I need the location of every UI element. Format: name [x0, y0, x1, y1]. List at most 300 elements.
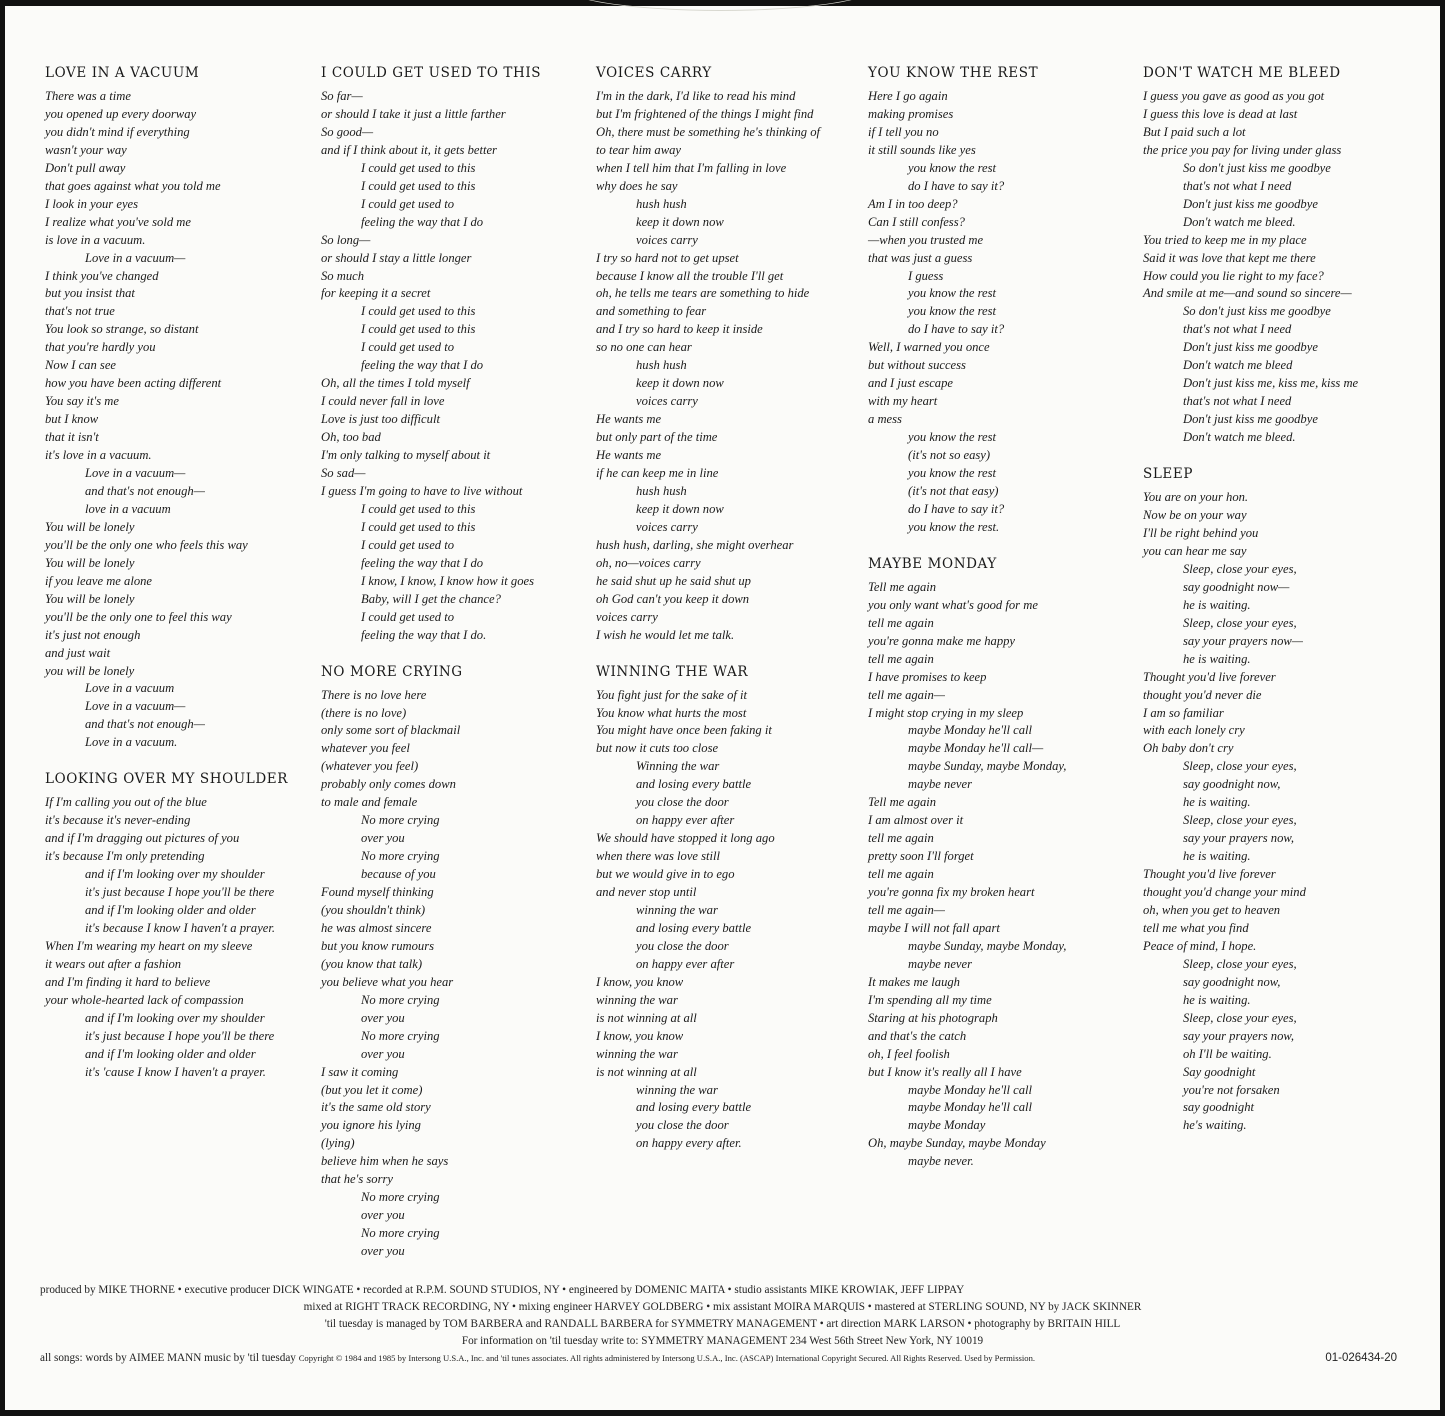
- lyric-line: it's because I know I haven't a prayer.: [85, 920, 276, 935]
- lyric-line: maybe Monday he'll call: [908, 723, 1033, 738]
- lyric-line: keep it down now: [636, 214, 724, 229]
- lyric-line: over you: [361, 1208, 405, 1223]
- lyric-line: Love in a vacuum: [85, 681, 175, 696]
- lyric-line: So don't just kiss me goodbye: [1183, 160, 1331, 175]
- lyric-line: voices carry: [636, 519, 698, 534]
- lyric-line: I could get used to: [361, 196, 455, 211]
- lyric-line: Baby, will I get the chance?: [361, 591, 501, 606]
- lyric-line: You tried to keep me in my place: [1143, 232, 1307, 247]
- lyric-line: I could get used to this: [361, 519, 476, 534]
- lyric-line: maybe Monday he'll call—: [908, 741, 1044, 756]
- lyric-line: he is waiting.: [1183, 992, 1251, 1007]
- song-title: I COULD GET USED TO THIS: [321, 65, 542, 81]
- lyric-line: if I tell you no: [868, 124, 939, 139]
- scan-edge-left: [0, 0, 5, 1416]
- lyric-line: Don't just kiss me goodbye: [1183, 412, 1318, 427]
- lyric-line: and losing every battle: [636, 920, 752, 935]
- song-block: [1143, 64, 1415, 447]
- lyric-line: you're gonna make me happy: [868, 633, 1016, 648]
- lyric-line: he is waiting.: [1183, 651, 1251, 666]
- lyric-line: but only part of the time: [596, 430, 718, 445]
- lyric-line: Am I in too deep?: [868, 196, 958, 211]
- lyric-line: feeling the way that I do.: [361, 627, 487, 642]
- lyric-line: Don't just kiss me, kiss me, kiss me: [1183, 376, 1359, 391]
- lyric-line: I guess you gave as good as you got: [1143, 89, 1325, 103]
- lyric-line: you didn't mind if everything: [45, 124, 190, 139]
- lyric-line: You look so strange, so distant: [45, 322, 199, 337]
- credits-mixing: mixed at RIGHT TRACK RECORDING, NY • mixing engineer HARVEY GOLDBERG • mix assistant MOIRA MARQUIS • mastered at STERLING SOUND, NY by JACK SKINNER: [303, 1301, 1142, 1313]
- lyric-line: No more crying: [361, 849, 440, 864]
- lyric-line: Don't just kiss me goodbye: [1183, 340, 1318, 355]
- lyric-line: wasn't your way: [45, 142, 127, 157]
- credits-production: produced by MIKE THORNE • executive producer DICK WINGATE • recorded at R.P.M. SOUND STUDIOS, NY • engineered by DOMENIC MAITA • studio assistants MIKE KROWIAK, JEFF LIPPAY: [40, 1284, 965, 1296]
- lyric-line: it's love in a vacuum.: [45, 448, 152, 463]
- lyric-line: maybe never: [908, 956, 972, 971]
- lyric-line: Sleep, close your eyes,: [1183, 615, 1297, 630]
- lyric-line: and that's the catch: [868, 1028, 967, 1043]
- lyric-line: over you: [361, 831, 405, 846]
- lyric-line: No more crying: [361, 813, 440, 828]
- lyric-line: You will be lonely: [45, 555, 135, 570]
- lyric-line: I could get used to this: [361, 304, 476, 319]
- lyric-line: hush hush, darling, she might overhear: [596, 537, 794, 552]
- song-title: VOICES CARRY: [596, 65, 712, 81]
- lyric-line: is love in a vacuum.: [45, 232, 146, 247]
- song-block: [868, 64, 1140, 537]
- lyric-line: you ignore his lying: [321, 1118, 421, 1133]
- lyric-line: tell me what you find: [1143, 920, 1249, 935]
- lyric-line: and losing every battle: [636, 1100, 752, 1115]
- lyric-line: I could never fall in love: [321, 394, 445, 409]
- lyrics-column-5: [1143, 64, 1415, 1153]
- lyric-line: you'll be the only one who feels this way: [45, 537, 248, 552]
- lyric-line: You are on your hon.: [1143, 490, 1249, 505]
- lyric-line: that's not what I need: [1183, 178, 1292, 193]
- lyric-line: over you: [361, 1046, 405, 1061]
- lyric-line: but you know rumours: [321, 938, 434, 953]
- lyric-line: Tell me again: [868, 795, 937, 810]
- song-title: DON'T WATCH ME BLEED: [1143, 65, 1341, 81]
- lyric-line: winning the war: [596, 1046, 678, 1061]
- lyric-line: oh, he tells me tears are something to hide: [596, 286, 810, 301]
- lyric-line: you will be lonely: [45, 663, 135, 678]
- lyric-line: and that's not enough—: [85, 483, 205, 498]
- lyric-line: (there is no love): [321, 705, 407, 720]
- lyric-line: because of you: [361, 867, 436, 882]
- lyric-line: He wants me: [596, 448, 662, 463]
- lyric-line: oh, I feel foolish: [868, 1046, 950, 1061]
- lyric-line: say goodnight now—: [1183, 579, 1290, 594]
- lyric-line: whatever you feel: [321, 741, 410, 756]
- lyric-line: Oh baby don't cry: [1143, 741, 1234, 756]
- song-block: [45, 64, 317, 752]
- lyric-line: Said it was love that kept me there: [1143, 250, 1316, 265]
- lyric-line: Sleep, close your eyes,: [1183, 1010, 1297, 1025]
- lyric-line: maybe Monday he'll call: [908, 1082, 1033, 1097]
- lyric-line: and if I'm looking older and older: [85, 902, 256, 917]
- lyric-line: voices carry: [636, 394, 698, 409]
- lyric-line: you're gonna fix my broken heart: [868, 885, 1035, 900]
- lyric-line: thought you'd change your mind: [1143, 885, 1306, 900]
- catalog-number: 01-026434-20: [1325, 1352, 1397, 1364]
- lyric-line: There is no love here: [321, 687, 427, 702]
- lyric-line: you know the rest: [908, 430, 997, 445]
- lyric-line: Love in a vacuum—: [85, 466, 186, 481]
- song-title: LOVE IN A VACUUM: [45, 65, 200, 81]
- credits-block: [40, 1282, 1405, 1367]
- lyric-line: it's the same old story: [321, 1100, 431, 1115]
- lyric-line: I think you've changed: [45, 268, 159, 283]
- lyric-line: say your prayers now—: [1183, 633, 1303, 648]
- lyrics-column-2: [321, 64, 593, 1279]
- lyric-line: and never stop until: [596, 885, 697, 900]
- lyric-line: I have promises to keep: [868, 669, 987, 684]
- lyric-line: and if I'm looking over my shoulder: [85, 867, 265, 882]
- lyric-line: maybe Monday: [908, 1118, 986, 1133]
- lyric-line: Love in a vacuum.: [85, 735, 178, 750]
- lyric-line: Oh, there must be something he's thinking of: [596, 124, 820, 139]
- lyric-line: voices carry: [636, 232, 698, 247]
- lyric-line: How could you lie right to my face?: [1143, 268, 1324, 283]
- lyric-line: he's waiting.: [1183, 1118, 1247, 1133]
- lyric-line: it's just because I hope you'll be there: [85, 885, 275, 900]
- lyric-line: you close the door: [636, 938, 729, 953]
- song-title: SLEEP: [1143, 466, 1194, 483]
- lyric-line: Sleep, close your eyes,: [1183, 956, 1297, 971]
- lyric-line: Winning the war: [636, 759, 720, 774]
- lyric-line: Can I still confess?: [868, 214, 965, 229]
- lyric-line: and that's not enough—: [85, 717, 205, 732]
- lyric-line: So long—: [321, 232, 371, 247]
- lyric-line: Don't watch me bleed.: [1183, 214, 1296, 229]
- lyric-line: tell me again: [868, 867, 934, 882]
- lyric-line: that's not true: [45, 304, 115, 319]
- lyric-line: He wants me: [596, 412, 662, 427]
- lyric-line: Tell me again: [868, 579, 937, 594]
- lyric-line: that you're hardly you: [45, 340, 156, 355]
- lyric-line: keep it down now: [636, 376, 724, 391]
- lyric-line: that's not what I need: [1183, 394, 1292, 409]
- lyric-line: You know what hurts the most: [596, 705, 747, 720]
- lyric-line: (it's not that easy): [908, 483, 999, 498]
- lyric-line: You might have once been faking it: [596, 723, 772, 738]
- lyric-line: maybe Sunday, maybe Monday,: [908, 938, 1067, 953]
- lyric-line: because I know all the trouble I'll get: [596, 268, 784, 283]
- lyric-line: I'm in the dark, I'd like to read his mind: [596, 89, 796, 103]
- lyric-line: tell me again—: [868, 687, 945, 702]
- lyric-line: Sleep, close your eyes,: [1183, 813, 1297, 828]
- lyric-line: Found myself thinking: [321, 885, 434, 900]
- lyric-line: love in a vacuum: [85, 501, 171, 516]
- lyric-line: it's just because I hope you'll be there: [85, 1028, 275, 1043]
- lyric-line: so no one can hear: [596, 340, 692, 355]
- song-title: YOU KNOW THE REST: [868, 65, 1039, 81]
- lyric-line: No more crying: [361, 992, 440, 1007]
- song-block: [868, 555, 1140, 1171]
- lyric-line: do I have to say it?: [908, 322, 1005, 337]
- lyric-line: Staring at his photograph: [868, 1010, 998, 1025]
- lyric-line: say your prayers now,: [1183, 831, 1295, 846]
- lyric-line: (lying): [321, 1136, 355, 1151]
- lyric-line: thought you'd never die: [1143, 687, 1262, 702]
- lyric-line: Love in a vacuum—: [85, 250, 186, 265]
- lyric-line: maybe never.: [908, 1154, 974, 1169]
- lyric-line: it's because it's never-ending: [45, 813, 191, 828]
- lyric-line: But I paid such a lot: [1143, 124, 1246, 139]
- lyric-line: and if I'm looking older and older: [85, 1046, 256, 1061]
- lyric-line: and I'm finding it hard to believe: [45, 974, 211, 989]
- lyric-line: I'm spending all my time: [868, 992, 992, 1007]
- lyric-line: Thought you'd live forever: [1143, 867, 1276, 882]
- lyric-line: Don't pull away: [45, 160, 126, 175]
- lyric-line: We should have stopped it long ago: [596, 831, 775, 846]
- lyric-line: and losing every battle: [636, 777, 752, 792]
- lyric-line: maybe Sunday, maybe Monday,: [908, 759, 1067, 774]
- lyric-line: I could get used to this: [361, 178, 476, 193]
- lyric-line: winning the war: [636, 1082, 718, 1097]
- lyric-line: Now I can see: [45, 358, 116, 373]
- lyric-line: pretty soon I'll forget: [868, 849, 974, 864]
- lyric-line: If I'm calling you out of the blue: [45, 795, 207, 810]
- lyric-line: I am so familiar: [1143, 705, 1224, 720]
- lyric-line: (you shouldn't think): [321, 902, 426, 917]
- lyric-line: (it's not so easy): [908, 448, 991, 463]
- lyric-line: Don't watch me bleed: [1183, 358, 1293, 373]
- lyric-line: No more crying: [361, 1028, 440, 1043]
- lyric-line: tell me again: [868, 615, 934, 630]
- lyric-line: I'm only talking to myself about it: [321, 448, 491, 463]
- lyric-line: but we would give in to ego: [596, 867, 735, 882]
- lyric-line: I could get used to this: [361, 160, 476, 175]
- lyric-line: and if I'm looking over my shoulder: [85, 1010, 265, 1025]
- lyric-line: Love is just too difficult: [321, 412, 440, 427]
- lyric-line: (whatever you feel): [321, 759, 419, 774]
- lyric-line: you only want what's good for me: [868, 597, 1038, 612]
- lyric-line: when there was love still: [596, 849, 721, 864]
- lyrics-column-3: [596, 64, 868, 1171]
- lyric-line: feeling the way that I do: [361, 358, 484, 373]
- lyric-line: I could get used to: [361, 537, 455, 552]
- lyric-line: Say goodnight: [1183, 1064, 1256, 1079]
- song-block: [596, 64, 868, 645]
- lyric-line: only some sort of blackmail: [321, 723, 461, 738]
- lyric-line: winning the war: [636, 902, 718, 917]
- lyric-line: voices carry: [596, 609, 658, 624]
- lyric-line: if you leave me alone: [45, 573, 153, 588]
- lyric-line: You will be lonely: [45, 591, 135, 606]
- lyric-line: tell me again: [868, 831, 934, 846]
- lyric-line: oh I'll be waiting.: [1183, 1046, 1272, 1061]
- lyric-line: is not winning at all: [596, 1010, 697, 1025]
- lyric-line: maybe Monday he'll call: [908, 1100, 1033, 1115]
- lyric-line: that goes against what you told me: [45, 178, 221, 193]
- lyric-line: I'll be right behind you: [1143, 525, 1259, 540]
- lyric-line: So don't just kiss me goodbye: [1183, 304, 1331, 319]
- lyric-line: I could get used to this: [361, 501, 476, 516]
- lyric-line: and if I think about it, it gets better: [321, 142, 497, 157]
- lyric-line: if he can keep me in line: [596, 466, 719, 481]
- lyrics-column-4: [868, 64, 1140, 1189]
- lyric-line: You say it's me: [45, 394, 119, 409]
- lyric-line: that it isn't: [45, 430, 99, 445]
- lyric-line: Sleep, close your eyes,: [1183, 759, 1297, 774]
- lyric-line: I could get used to this: [361, 322, 476, 337]
- lyric-line: but I know: [45, 412, 99, 427]
- lyric-line: So good—: [321, 124, 374, 139]
- lyric-line: when I tell him that I'm falling in love: [596, 160, 787, 175]
- lyric-line: you close the door: [636, 795, 729, 810]
- song-block: [45, 770, 317, 1081]
- lyric-line: and something to fear: [596, 304, 707, 319]
- lyric-line: You fight just for the sake of it: [596, 687, 748, 702]
- lyric-line: I guess this love is dead at last: [1143, 106, 1298, 121]
- lyric-line: Oh, all the times I told myself: [321, 376, 470, 391]
- lyric-line: do I have to say it?: [908, 178, 1005, 193]
- lyric-line: I am almost over it: [868, 813, 964, 828]
- lyric-line: but I know it's really all I have: [868, 1064, 1022, 1079]
- lyric-line: on happy every after.: [636, 1136, 742, 1151]
- song-title: LOOKING OVER MY SHOULDER: [45, 771, 288, 788]
- lyric-line: the price you pay for living under glass: [1143, 142, 1342, 157]
- lyric-line: Oh, maybe Sunday, maybe Monday: [868, 1136, 1046, 1151]
- lyric-line: it's 'cause I know I haven't a prayer.: [85, 1064, 266, 1079]
- lyric-line: with my heart: [868, 394, 938, 409]
- lyric-line: I might stop crying in my sleep: [868, 705, 1024, 720]
- lyric-line: —when you trusted me: [868, 232, 984, 247]
- lyric-line: say goodnight now,: [1183, 974, 1281, 989]
- lyric-line: making promises: [868, 106, 954, 121]
- lyric-line: (but you let it come): [321, 1082, 423, 1097]
- lyric-line: that he's sorry: [321, 1172, 393, 1187]
- lyric-line: say goodnight: [1183, 1100, 1255, 1115]
- lyric-line: So far—: [321, 89, 363, 103]
- lyric-line: probably only comes down: [321, 777, 456, 792]
- lyric-line: and if I'm dragging out pictures of you: [45, 831, 240, 846]
- lyric-line: feeling the way that I do: [361, 555, 484, 570]
- lyric-line: Peace of mind, I hope.: [1143, 938, 1257, 953]
- lyric-line: believe him when he says: [321, 1154, 449, 1169]
- credits-songwriters: all songs: words by AIMEE MANN music by 'til tuesday: [40, 1352, 296, 1364]
- lyric-line: that's not what I need: [1183, 322, 1292, 337]
- lyric-line: hush hush: [636, 358, 687, 373]
- lyric-line: maybe I will not fall apart: [868, 920, 1000, 935]
- song-title: NO MORE CRYING: [321, 663, 463, 680]
- lyric-line: say goodnight now,: [1183, 777, 1281, 792]
- lyric-line: tell me again: [868, 651, 934, 666]
- lyric-line: oh, no—voices carry: [596, 555, 701, 570]
- lyric-line: to tear him away: [596, 142, 682, 157]
- lyric-line: It makes me laugh: [868, 974, 960, 989]
- lyric-line: you close the door: [636, 1118, 729, 1133]
- lyric-line: I could get used to: [361, 340, 455, 355]
- lyric-line: how you have been acting different: [45, 376, 222, 391]
- lyric-line: Now be on your way: [1143, 508, 1247, 523]
- lyric-line: but now it cuts too close: [596, 741, 719, 756]
- lyric-line: I try so hard not to get upset: [596, 250, 739, 265]
- lyric-line: he was almost sincere: [321, 920, 432, 935]
- song-block: [321, 663, 593, 1262]
- lyric-line: keep it down now: [636, 501, 724, 516]
- lyric-line: You will be lonely: [45, 519, 135, 534]
- lyric-line: or should I stay a little longer: [321, 250, 472, 265]
- lyric-line: or should I take it just a little farther: [321, 106, 506, 121]
- lyric-line: on happy ever after: [636, 956, 735, 971]
- lyric-line: you know the rest.: [908, 519, 1000, 534]
- lyric-line: Well, I warned you once: [868, 340, 990, 355]
- lyric-line: Love in a vacuum—: [85, 699, 186, 714]
- lyric-line: And smile at me—and sound so sincere—: [1143, 286, 1352, 301]
- lyric-line: your whole-hearted lack of compassion: [45, 992, 244, 1007]
- lyric-line: No more crying: [361, 1226, 440, 1241]
- lyric-line: I guess I'm going to have to live without: [321, 483, 523, 498]
- song-block: [321, 64, 593, 645]
- lyric-line: you know the rest: [908, 466, 997, 481]
- lyric-line: (you know that talk): [321, 956, 423, 971]
- lyric-line: you believe what you hear: [321, 974, 454, 989]
- lyric-line: you know the rest: [908, 304, 997, 319]
- song-title: MAYBE MONDAY: [868, 555, 997, 572]
- lyric-line: oh God can't you keep it down: [596, 591, 750, 606]
- lyric-line: and I just escape: [868, 376, 953, 391]
- lyric-line: for keeping it a secret: [321, 286, 431, 301]
- song-block: [596, 663, 868, 1154]
- lyric-line: Thought you'd live forever: [1143, 669, 1276, 684]
- scan-edge-bottom: [0, 1410, 1445, 1416]
- lyric-line: No more crying: [361, 1190, 440, 1205]
- lyric-line: I know, I know, I know how it goes: [361, 573, 535, 588]
- lyric-line: why does he say: [596, 178, 678, 193]
- lyric-line: you can hear me say: [1143, 543, 1247, 558]
- lyric-line: with each lonely cry: [1143, 723, 1245, 738]
- lyric-line: but you insist that: [45, 286, 135, 301]
- credits-copyright: Copyright © 1984 and 1985 by Intersong U.S.A., Inc. and 'til tunes associates. All rights administered by Intersong U.S.A., Inc. (ASCAP) International Copyright Secured. All Rights Reserved. Used by Permission.: [298, 1353, 1036, 1363]
- lyric-line: on happy ever after: [636, 813, 735, 828]
- credits-management: 'til tuesday is managed by TOM BARBERA and RANDALL BARBERA for SYMMETRY MANAGEMENT • art direction MARK LARSON • photography by BRITAIN HILL: [324, 1318, 1121, 1330]
- lyric-line: do I have to say it?: [908, 501, 1005, 516]
- lyric-line: Don't watch me bleed.: [1183, 430, 1296, 445]
- lyric-line: he is waiting.: [1183, 795, 1251, 810]
- lyric-line: hush hush: [636, 483, 687, 498]
- lyric-line: I wish he would let me talk.: [596, 627, 735, 642]
- lyric-line: Here I go again: [868, 89, 948, 103]
- lyric-line: to male and female: [321, 795, 418, 810]
- lyric-line: I know, you know: [596, 974, 684, 989]
- lyric-line: it's just not enough: [45, 627, 141, 642]
- lyric-line: I saw it coming: [321, 1064, 399, 1079]
- lyric-line: over you: [361, 1010, 405, 1025]
- credits-copyright-row: [40, 1350, 1405, 1367]
- lyric-line: he is waiting.: [1183, 597, 1251, 612]
- lyric-line: it's because I'm only pretending: [45, 849, 205, 864]
- song-title: WINNING THE WAR: [596, 663, 749, 680]
- lyric-line: feeling the way that I do: [361, 214, 484, 229]
- lyric-line: Don't just kiss me goodbye: [1183, 196, 1318, 211]
- lyric-line: and I try so hard to keep it inside: [596, 322, 763, 337]
- lyrics-column-1: [45, 64, 317, 1100]
- credits-contact: For information on 'til tuesday write to: SYMMETRY MANAGEMENT 234 West 56th Street New York, NY 10019: [461, 1335, 984, 1347]
- lyric-line: is not winning at all: [596, 1064, 697, 1079]
- lyric-line: I look in your eyes: [45, 196, 139, 211]
- lyric-line: you'll be the only one to feel this way: [45, 609, 232, 624]
- lyric-line: and just wait: [45, 645, 111, 660]
- lyric-line: winning the war: [596, 992, 678, 1007]
- lyric-line: hush hush: [636, 196, 687, 211]
- lyric-line: he is waiting.: [1183, 849, 1251, 864]
- lyric-line: maybe never: [908, 777, 972, 792]
- lyric-line: So much: [321, 268, 365, 283]
- lyric-line: he said shut up he said shut up: [596, 573, 751, 588]
- lyric-line: I guess: [908, 268, 944, 283]
